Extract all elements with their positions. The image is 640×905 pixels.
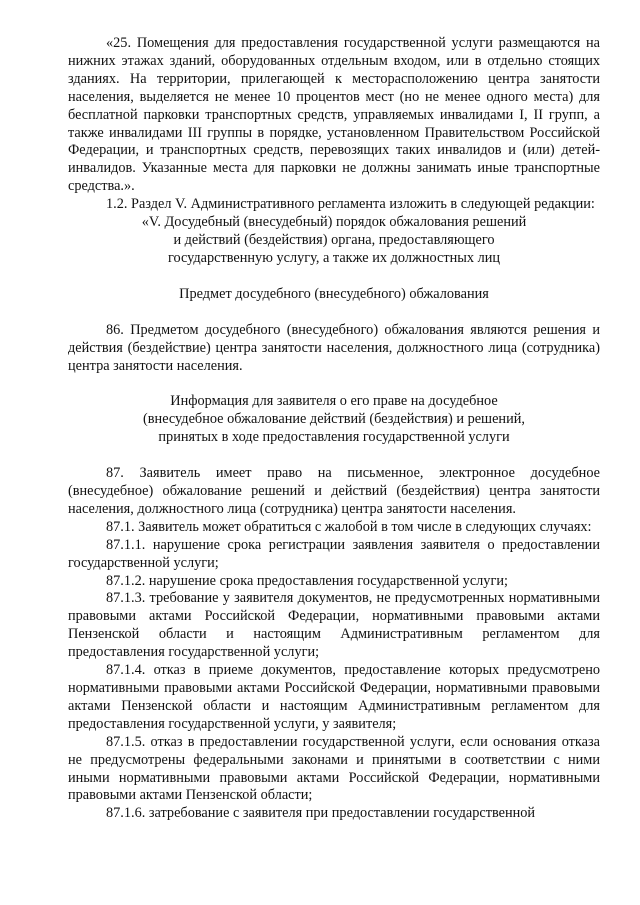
document-page (68, 35, 600, 823)
paragraph-87-1-2: 87.1.2. нарушение срока предоставления государственной услуги; (106, 572, 508, 589)
paragraph-87-1-4: 87.1.4. отказ в приеме документов, предоставление которых предусмотрено нормативными правовыми актами Российской Федерации, нормативными правовыми актами Пензенской области и настоящим Административным регламентом для предоставления государственной услуги, у заявителя; (68, 662, 600, 732)
section-title-line-2: и действий (бездействия) органа, предоставляющего (173, 231, 495, 248)
paragraph-87-1-5: 87.1.5. отказ в предоставлении государственной услуги, если основания отказа не предусмотрены федеральными законами и принятыми в соответствии с ними иными нормативными правовыми актами Российской Федерации, нормативными правовыми актами Пензенской области; (68, 733, 600, 804)
paragraph-87-1-1: 87.1.1. нарушение срока регистрации заявления заявителя о предоставлении государственной услуги; (68, 536, 600, 571)
spacer (68, 304, 600, 322)
paragraph-87: 87. Заявитель имеет право на письменное, электронное досудебное (внесудебное) обжалование решений и действий (бездействия) центра занятости населения, должностного лица (сотрудника) центра занятости населения. (68, 465, 600, 517)
section-title (68, 214, 600, 268)
spacer (68, 268, 600, 286)
paragraph-87-1-3: 87.1.3. требование у заявителя документов, не предусмотренных нормативными правовыми актами Российской Федерации, нормативными правовыми актами Пензенской области и настоящим Административным регламентом для предоставления государственной услуги; (68, 590, 600, 661)
spacer (68, 447, 600, 465)
subheading-info-line-2: (внесудебное обжалование действий (бездействия) и решений, (143, 411, 525, 428)
subheading-info (68, 393, 600, 447)
paragraph-87-1-6: 87.1.6. затребование с заявителя при предоставлении государственной (106, 805, 536, 822)
subheading-info-line-1: Информация для заявителя о его праве на досудебное (170, 393, 498, 410)
section-title-line-3: государственную услугу, а также их должностных лиц (167, 249, 501, 266)
spacer (68, 375, 600, 393)
paragraph-1-2: 1.2. Раздел V. Административного регламента изложить в следующей редакции: (106, 196, 595, 213)
section-title-line-1: «V. Досудебный (внесудебный) порядок обжалования решений (141, 214, 527, 231)
paragraph-25: «25. Помещения для предоставления государственной услуги размещаются на нижних этажах зданий, оборудованных отдельным входом, или в отдельно стоящих зданиях. На территории, прилегающей к месторасположению центра занятости населения, выделяется не менее 10 процентов мест (но не менее одного места) для бесплатной парковки транспортных средств, управляемых инвалидами I, II групп, а также инвалидами III группы в порядке, установленном Правительством Российской Федерации, и транспортных средств, перевозящих таких инвалидов и (или) детей-инвалидов. Указанные места для парковки не должны занимать иные транспортные средства.». (68, 35, 600, 195)
paragraph-86: 86. Предметом досудебного (внесудебного) обжалования являются решения и действия (бездействие) центра занятости населения, должностного лица (сотрудника) центра занятости населения. (68, 321, 600, 374)
subheading-subject: Предмет досудебного (внесудебного) обжалования (179, 285, 489, 302)
paragraph-87-1: 87.1. Заявитель может обратиться с жалобой в том числе в следующих случаях: (106, 518, 592, 535)
subheading-info-line-3: принятых в ходе предоставления государственной услуги (158, 429, 510, 446)
